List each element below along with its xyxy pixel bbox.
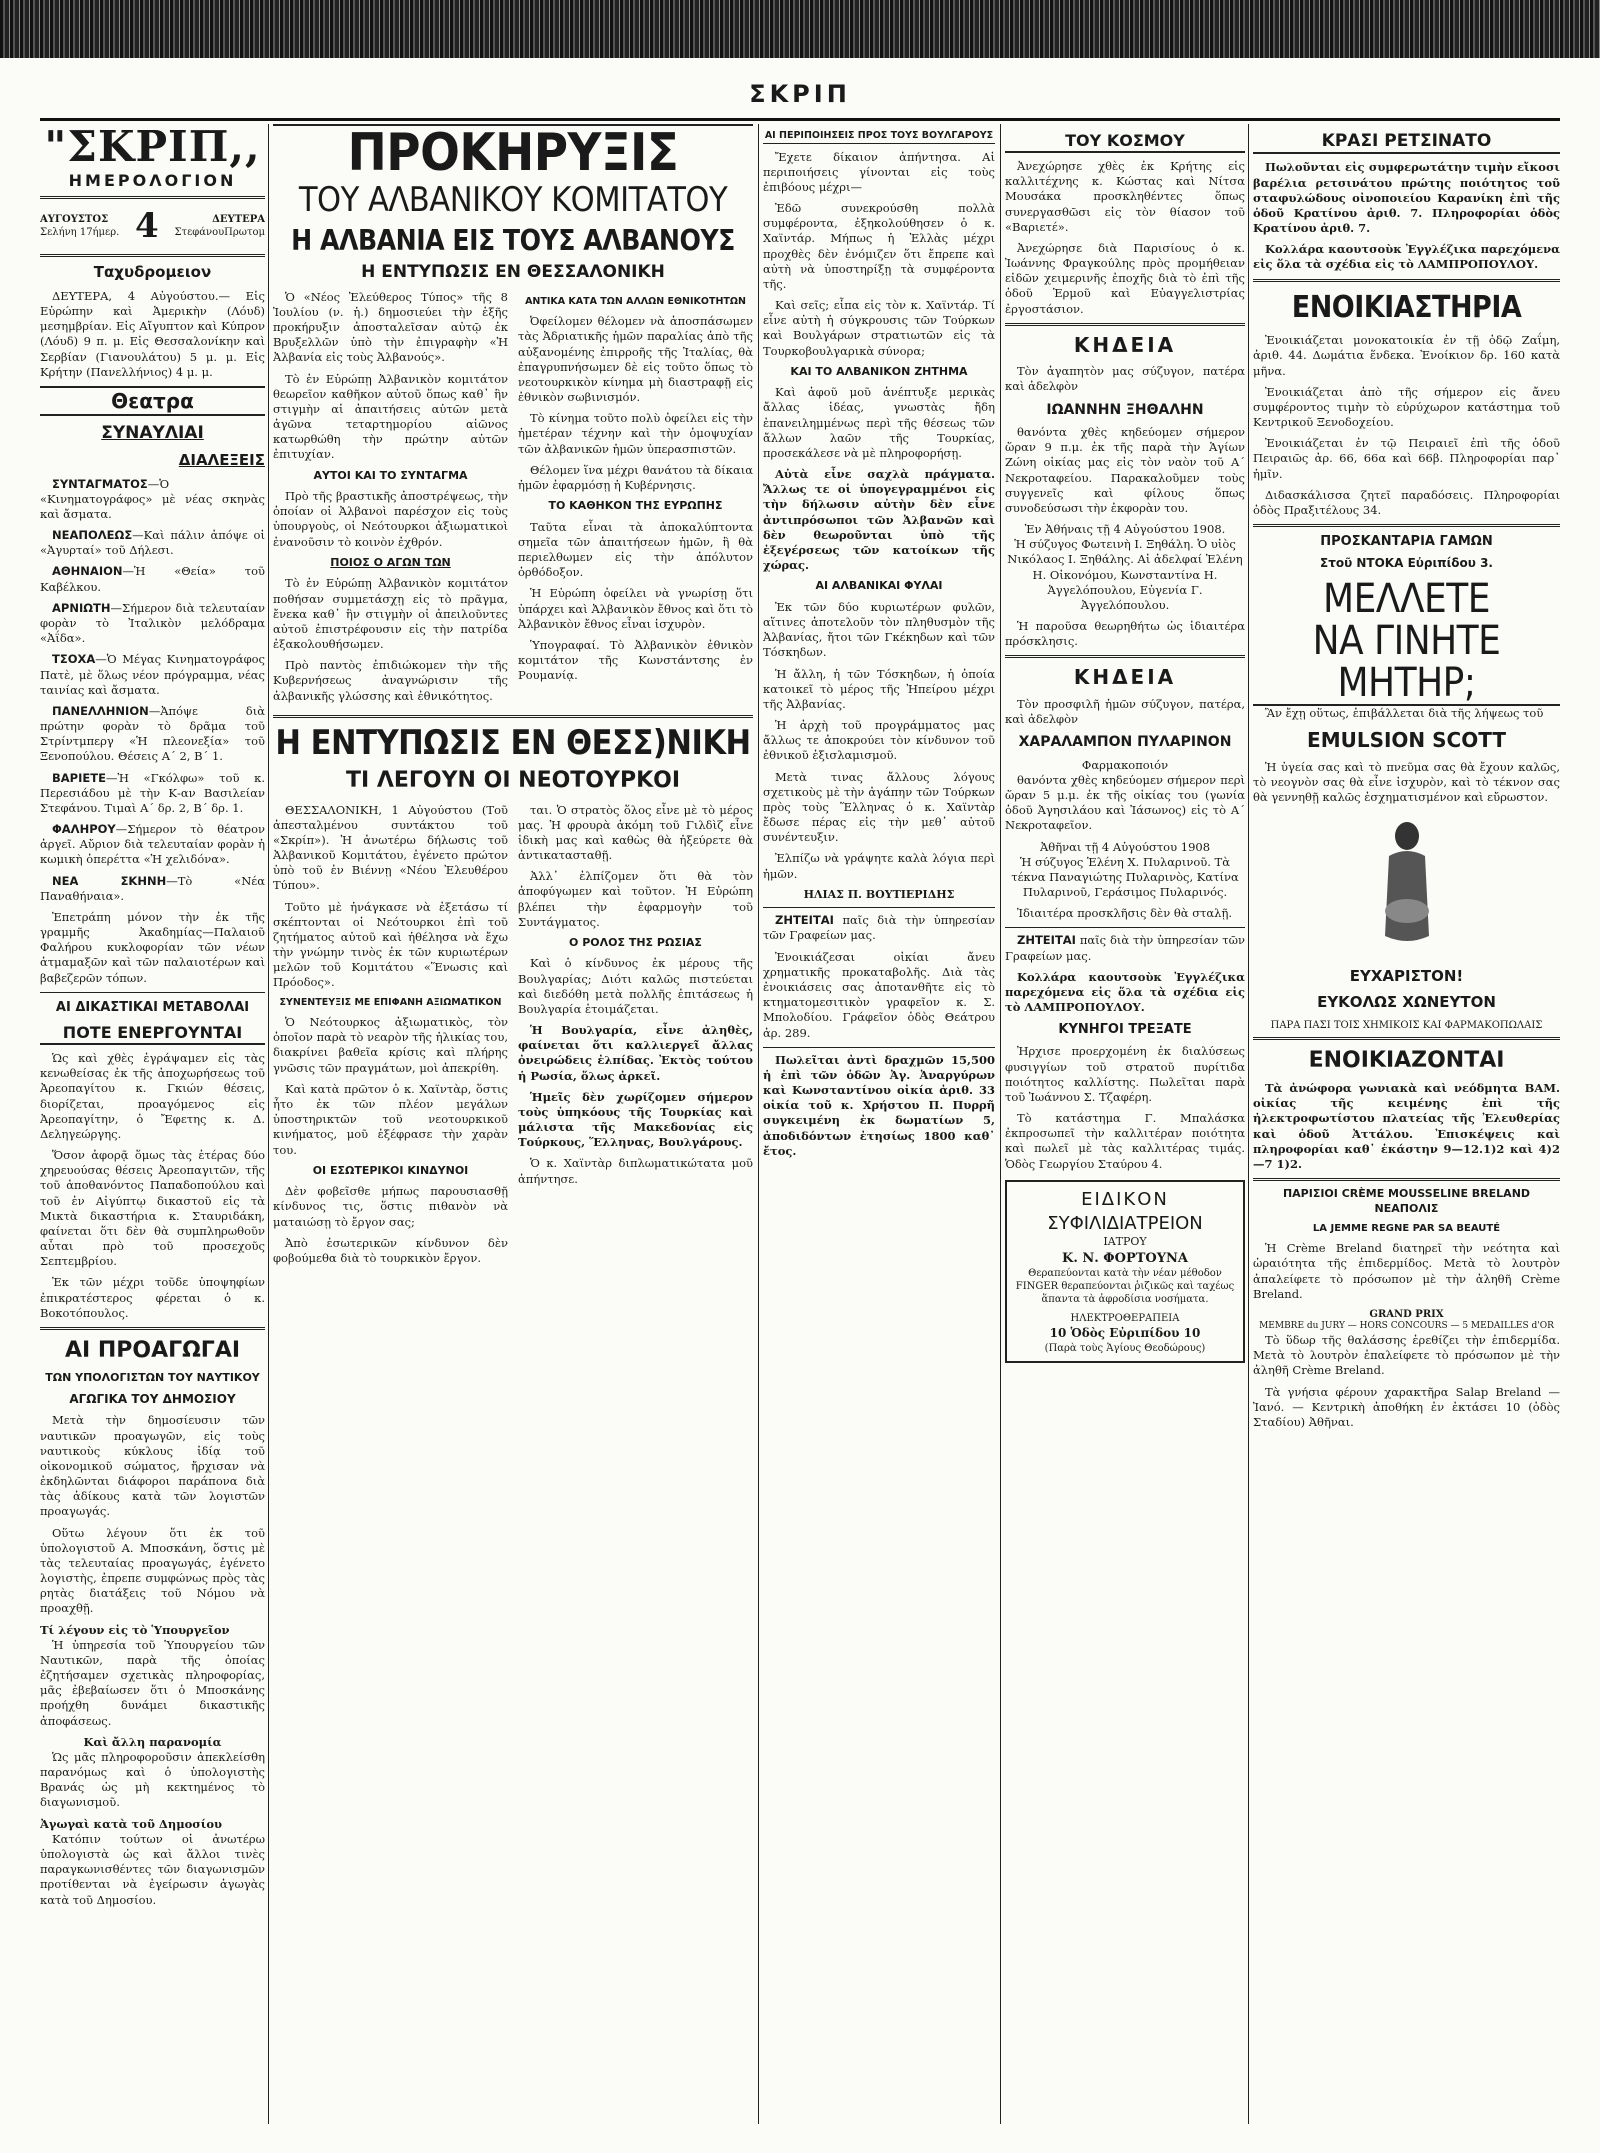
funeral-text: θανόντα χθὲς κηδεύομεν σήμερον ὥραν 9 π.μ. ἐκ τῆς παρὰ τὴν Ἁγίων Ζώνη οἰκίας μας εἰς τὸν ναὸν τοῦ Α΄ Νεκροταφείου. Παρακαλοῦμεν τοὺς συγγενεῖς καὶ φίλους ὅπως συνοδεύσωσι τὴν ἐκφορὰν του. bbox=[1005, 425, 1245, 515]
interview-title: Η ΕΝΤΥΠΩΣΙΣ ΕΝ ΘΕΣΣ)ΝΙΚΗ bbox=[275, 722, 751, 763]
divider bbox=[40, 1327, 265, 1330]
divider bbox=[1005, 927, 1245, 928]
classified-ad: Ἐνοικιάζεται ἐν τῷ Πειραιεῖ ἐπὶ τῆς ὁδοῦ Πειραιῶς ἀρ. 66, 66α καὶ 66β. Πληροφορίαι παρ᾽ ἡμῖν. bbox=[1253, 436, 1560, 481]
divider bbox=[40, 992, 265, 993]
classified-ad: Κολλάρα καουτσοὺκ Ἐγγλέζικα παρεχόμενα εἰς ὅλα τὰ σχέδια εἰς τὸ ΛΑΜΠΡΟΠΟΥΛΟΥ. bbox=[1005, 969, 1245, 1015]
weekday: ΔΕΥΤΕΡΑ bbox=[212, 214, 265, 226]
proclamation-title: ΠΡΟΚΗΡΥΞΙΣ bbox=[273, 124, 753, 181]
article-subheading: ΠΟΤΕ ΕΝΕΡΓΟΥΝΤΑΙ bbox=[40, 1022, 265, 1045]
article-paragraph: Κατόπιν τούτων οἱ ἀνωτέρω ὑπολογιστὰ ὡς καὶ ἄλλοι τινὲς παραγκωνισθέντες τῶν διαγωνισμῶν προτίθενται νὰ ἐγείρωσιν ἀγωγὰς κατὰ τοῦ Δημοσίου. bbox=[40, 1831, 265, 1907]
article-paragraph: Τοῦτο μὲ ἠνάγκασε νὰ ἐξετάσω τί σκέπτονται οἱ Νεότουρκοι ἐπὶ τοῦ ζητήματος αὐτοῦ καὶ ἠθέλησα νὰ ἔχω τὴν γνώμην τινὸς ἐκ τῶν κυριωτέρων μελῶν τοῦ Κομιτάτου «Ἕνωσις καὶ Πρόοδος». bbox=[273, 899, 508, 990]
funeral-heading: ΚΗΔΕΙΑ bbox=[1073, 332, 1177, 357]
divider bbox=[1253, 524, 1560, 527]
clinic-ad-box bbox=[1005, 1180, 1245, 1363]
article-paragraph: ΘΕΣΣΑΛΟΝΙΚΗ, 1 Αὐγούστου (Τοῦ ἀπεσταλμένου συντάκτου τοῦ «Σκρίπ»). Ἡ ἀνωτέρω δήλωσις τοῦ Ἀλβανικοῦ Κομιτάτου, ἐγένετο πρώτον ὑπὸ τοῦ ἐν Βιέννῃ «Νέου Ἐλευθέρου Τύπου». bbox=[273, 802, 508, 893]
subcolumn-right bbox=[518, 290, 753, 710]
masthead: ΣΚΡΙΠ bbox=[749, 80, 851, 108]
clinic-service: ΗΛΕΚΤΡΟΘΕΡΑΠΕΙΑ bbox=[1070, 1313, 1180, 1325]
article-subheading: ΣΥΝΕΝΤΕΥΞΙΣ ΜΕ ΕΠΙΦΑΝΗ ΑΞΙΩΜΑΤΙΚΟΝ bbox=[279, 996, 502, 1008]
moon-phase: Σελήνη 17ήμερ. bbox=[40, 226, 120, 238]
classified-ad: Κολλάρα καουτσοὺκ Ἐγγλέζικα παρεχόμενα εἰς ὅλα τὰ σχέδια εἰς τὸ ΛΑΜΠΡΟΠΟΥΛΟΥ. bbox=[1253, 242, 1560, 272]
two-column-block bbox=[273, 290, 753, 710]
interview-subtitle: ΤΙ ΛΕΓΟΥΝ ΟΙ ΝΕΟΤΟΥΡΚΟΙ bbox=[345, 767, 681, 793]
scan-top-edge bbox=[0, 0, 1600, 58]
funeral-text: Τὸν προσφιλῆ ἡμῶν σύζυγον, πατέρα, καὶ ἀδελφὸν bbox=[1005, 696, 1245, 726]
date-box bbox=[40, 204, 265, 249]
article-paragraph: Ἔχετε δίκαιον ἀπήντησα. Αἱ περιποιήσεις γίνονται εἰς τοὺς ἐπιβόους μέχρι— bbox=[763, 149, 995, 194]
article-paragraph: Τὸ κίνημα τοῦτο πολὺ ὀφείλει εἰς τὴν ἡμετέραν τέχνην καὶ τὴν ὁμοψυχίαν τῶν ἀλβανικῶν ἡμῶν ὑπερασπιστῶν. bbox=[518, 411, 753, 456]
article-inline-heading: Ἀγωγαὶ κατὰ τοῦ Δημοσίου bbox=[40, 1816, 222, 1831]
classified-ad: Πωλεῖται ἀντὶ δραχμῶν 15,500 ἡ ἐπὶ τῶν ὁδῶν Ἀγ. Ἀναργύρων καὶ Κωνσταντίνου οἰκία ἀριθ. 33 οἰκία τοῦ κ. Χρήστου Π. Πυρρῆ συγκειμένη ἐκ δωματίων 5, ἀποδιδόντων ἐτησίως 1800 καθ᾽ ἔτος. bbox=[763, 1052, 995, 1158]
article-subheading: ΑΝΤΙΚΑ ΚΑΤΑ ΤΩΝ ΑΛΛΩΝ ΕΘΝΙΚΟΤΗΤΩΝ bbox=[525, 295, 746, 307]
society-paragraph: Ἀνεχώρησε χθὲς ἐκ Κρήτης εἰς καλλιτέχνης κ. Κώστας καὶ Νίτσα Μουσάκα προσκληθέντες ὅπως συνεργασθῶσι εἰς τὸν θίασον τοῦ «Βαριετέ». bbox=[1005, 159, 1245, 234]
classified-ad: Τὸ κατάστημα Γ. Μπαλάσκα ἐκπροσωπεῖ τὴν καλλιτέραν ποιότητα καὶ πωλεῖ μὲ τὰς καλλιτέρας τιμάς. Ὁδὸς Γεωργίου Σταύρου 4. bbox=[1005, 1111, 1245, 1171]
divider bbox=[1253, 1037, 1560, 1040]
article-paragraph: Ἡ Βουλγαρία, εἶνε ἀληθὲς, φαίνεται ὅτι καλλιεργεῖ ἄλλας ὀνειρώδεις ἐλπίδας. Ἐκτὸς τούτου ἡ Ρωσία, ὅλως ἀρκεῖ. bbox=[518, 1023, 753, 1083]
column-divider bbox=[758, 124, 759, 2124]
article-paragraph: Θέλομεν ἵνα μέχρι θανάτου τὰ δίκαια ἡμῶν ἐφαρμόσῃ ἡ Κυβέρνησις. bbox=[518, 462, 753, 492]
classified-ad: Τὰ ἀνώφορα γωνιακὰ καὶ νεόδμητα ΒΑΜ. οἰκίας τῆς κειμένης ἐπὶ τῆς ἠλεκτροφωτίστου πλατείας τῆς Ἐλευθερίας καὶ ὁδοῦ Ἀττάλου. Ἐπισκέψεις καὶ πληροφορίαι καθ᾽ ἑκάστην 9—12.1)2 καὶ 4)2—7 1)2. bbox=[1253, 1081, 1560, 1171]
ad-slogan: ΕΥΧΑΡΙΣΤΟΝ! bbox=[1349, 967, 1464, 986]
article-paragraph: Αὐτὰ εἶνε σαχλὰ πράγματα. Ἄλλως τε οἱ ὑπογεγραμμένοι εἰς τὴν δήλωσιν αὐτὴν δὲν εἶνε ἀντιπρόσωποι τῶν Ἀλβανῶν καὶ δὲν θεωροῦνται ὑπὸ τῆς ἐξεγέρσεως τῶν κατοίκων τῆς χώρας. bbox=[763, 467, 995, 573]
funeral-profession: Φαρμακοποιόν bbox=[1081, 757, 1169, 772]
article-subheading: ΑΙ ΠΕΡΙΠΟΙΗΣΕΙΣ ΠΡΟΣ ΤΟΥΣ ΒΟΥΛΓΑΡΟΥΣ bbox=[763, 130, 995, 144]
ad-headline: ΝΑ ΓΙΝΗΤΕ bbox=[1312, 618, 1501, 665]
article-heading: ΑΙ ΔΙΚΑΣΤΙΚΑΙ ΜΕΤΑΒΟΛΑΙ bbox=[55, 999, 250, 1015]
article-paragraph: Καὶ ὁ κίνδυνος ἐκ μέρους τῆς Βουλγαρίας; Διότι καλῶς πιστεύεται καὶ διεδόθη μετὰ πολλῆς ἐπιτάσεως ἡ Βουλγαρία ἑτοιμάζεται. bbox=[518, 956, 753, 1016]
divider bbox=[763, 907, 995, 908]
article-paragraph: Ἐδῶ συνεκρούσθη πολλὰ συμφέροντα, ἐξηκολούθησεν ὁ κ. Χαϊντάρ. Μήπως ἡ Ἑλλὰς μέχρι προχθὲς δὲν ἐνόμιζεν ὅτι ἔπρεπε καὶ αὐτὴ νὰ ὑποστηρίξῃ τὰ συμφέροντα τῆς. bbox=[763, 201, 995, 291]
article-subheading: Ο ΡΟΛΟΣ ΤΗΣ ΡΩΣΙΑΣ bbox=[569, 935, 702, 949]
classified-ad: Ἠρχισε προερχομένη ἐκ διαλύσεως φυσιγγίων τοῦ στρατοῦ πυρίτιδα ποιότητος καλλίστης. Πωλεῖται παρὰ τοῦ Ἰωάννου Σ. Τζαφέρη. bbox=[1005, 1044, 1245, 1104]
article-paragraph: Ἡ Εὐρώπη ὀφείλει νὰ γνωρίσῃ ὅτι ὑπάρχει καὶ Ἀλβανικὸν ἔθνος καὶ ὅτι τὸ Ἀλβανικὸν ἔθνος εἶναι ἰσχυρὸν. bbox=[518, 586, 753, 631]
article-subheading: ΠΟΙΟΣ Ο ΑΓΩΝ ΤΩΝ bbox=[330, 555, 451, 569]
rentals-heading-2: ΕΝΟΙΚΙΑΖΟΝΤΑΙ bbox=[1308, 1047, 1505, 1073]
divider bbox=[1253, 279, 1560, 282]
article-paragraph: Ἐλπίζω νὰ γράψητε καλὰ λόγια περὶ ἡμῶν. bbox=[763, 851, 995, 881]
article-paragraph: Ὁ Νεότουρκος ἀξιωματικὸς, τὸν ὁποῖον παρὰ τὸ νεαρὸν τῆς ἡλικίας του, διακρίνει βαθεῖα κρίσις καὶ πλήρης γνῶσις τῶν πραγμάτων, μοὶ ἀπεκρίθη. bbox=[273, 1015, 508, 1075]
column-divider bbox=[1000, 124, 1001, 2124]
divider bbox=[273, 715, 753, 718]
funeral-text: Τὸν ἀγαπητὸν μας σύζυγον, πατέρα καὶ ἀδελφὸν bbox=[1005, 364, 1245, 394]
article-subheading: ΟΙ ΕΣΩΤΕΡΙΚΟΙ ΚΙΝΔΥΝΟΙ bbox=[312, 1163, 469, 1177]
funeral-note: Ἰδιαιτέρα προσκλῆσις δὲν θὰ σταλῇ. bbox=[1017, 906, 1233, 921]
article-paragraph: Ἐκ τῶν δύο κυριωτέρων φυλῶν, αἵτινες ἀποτελοῦν τὸν πληθυσμὸν τῆς Ἀλβανίας, ἤτοι τῶν Γκέκηδων καὶ τῶν Τόσκηδων. bbox=[763, 599, 995, 660]
clinic-doctor-name: Κ. Ν. ΦΟΡΤΟΥΝΑ bbox=[1062, 1250, 1188, 1266]
divider bbox=[1005, 655, 1245, 658]
column-3 bbox=[763, 124, 995, 1165]
fisherman-illustration bbox=[1253, 811, 1560, 961]
byline: ΗΛΙΑΣ Π. ΒΟΥΤΙΕΡΙΔΗΣ bbox=[803, 887, 955, 901]
theatre-entry: ΑΘΗΝΑΙΟΝ—Ἡ «Θεία» τοῦ Καβέλκου. bbox=[40, 564, 265, 594]
theatre-entry: ΣΥΝΤΑΓΜΑΤΟΣ—Ὁ «Κινηματογράφος» μὲ νέας σκηνὰς καὶ ἄσματα. bbox=[40, 476, 265, 521]
month: ΑΥΓΟΥΣΤΟΣ bbox=[40, 214, 109, 226]
article-paragraph: Ὅσον ἀφορᾷ ὅμως τὰς ἑτέρας δύο χηρευούσας θέσεις Ἀρεοπαγιτῶν, τῆς τοῦ ἀποθανόντος Παπαδοπούλου καὶ τοῦ ἐν Αἰγύπτῳ δικαστοῦ εἰς τὰ Μικτὰ δικαστήρια κ. Σταυριδάκη, φαίνεται ὅτι δὲν θὰ συμπληρωθοῦν αὗται πρὸ τοῦ προσεχοῦς Σεπτεμβρίου. bbox=[40, 1148, 265, 1269]
article-paragraph: Καὶ κατὰ πρῶτον ὁ κ. Χαϊντὰρ, ὅστις ἦτο ἐκ τῶν πλέον μεγάλων ὑποστηρικτῶν τοῦ νεοτουρκικοῦ κινήματος, μοῦ ἐξέφρασε τὴν χαρὰν του. bbox=[273, 1081, 508, 1157]
ad-text: Τὰ γνήσια φέρουν χαρακτῆρα Salap Breland — Ἰανό. — Κεντρικὴ ἀποθήκη ἐν ἐκτάσει 10 (ὁδὸς Σταδίου) Ἀθῆναι. bbox=[1253, 1384, 1560, 1429]
article-subheading: ΤΩΝ ΥΠΟΛΟΓΙΣΤΩΝ ΤΟΥ ΝΑΥΤΙΚΟΥ bbox=[45, 1371, 260, 1384]
clinic-title-2: ΣΥΦΙΛΙΔΙΑΤΡΕΙΟΝ bbox=[1047, 1212, 1203, 1234]
ad-availability: ΠΑΡΑ ΠΑΣΙ ΤΟΙΣ ΧΗΜΙΚΟΙΣ ΚΑΙ ΦΑΡΜΑΚΟΠΩΛΑΙΣ bbox=[1270, 1019, 1543, 1031]
classified-ad: Διδασκάλισσα ζητεῖ παραδόσεις. Πληροφορίαι ὁδὸς Πραξιτέλους 34. bbox=[1253, 487, 1560, 517]
article-paragraph: Πρὸ τῆς βραστικῆς ἀποστρέψεως, τὴν ὁποίαν οἱ Ἀλβανοὶ παρέσχον εἰς τοὺς ὑπουργοὺς, οἱ Νεότουρκοι ἀξιωματικοὶ ἐνανοῦσιν τὸ κοινὸν ἐχθρόν. bbox=[273, 489, 508, 549]
theatres-heading: Θεατρα bbox=[40, 386, 265, 416]
funeral-date: Ἐν Ἀθήναις τῇ 4 Αὐγούστου 1908. bbox=[1024, 522, 1226, 537]
article-paragraph: Μετὰ τινας ἄλλους λόγους σχετικοὺς μὲ τὴν ἀγάπην τῶν Τούρκων πρὸς τοὺς Ἕλληνας ὁ κ. Χαϊντὰρ ἔδωσε πέρας εἰς τὴν μεθ᾽ αὐτοῦ συνέντευξιν. bbox=[763, 769, 995, 845]
proclamation-title-2: ΤΟΥ ΑΛΒΑΝΙΚΟΥ ΚΟΜΙΤΑΤΟΥ bbox=[298, 179, 728, 220]
article-heading: ΑΙ ΠΡΟΑΓΩΓΑΙ bbox=[64, 1337, 241, 1363]
theatre-entry: ΑΡΝΙΩΤΗ—Σήμερον διὰ τελευταίαν φορὰν τὸ Ἰταλικὸν μελόδραμα «Ἀΐδα». bbox=[40, 600, 265, 646]
theatre-entry: ΤΣΟΧΑ—Ὁ Μέγας Κινηματογράφος Πατὲ, μὲ ὅλως νέον πρόγραμμα, νέας ταινίας καὶ ἄσματα. bbox=[40, 652, 265, 697]
article-paragraph: Πρὸ παντὸς ἐπιδιώκομεν τὴν τῆς Κυβερνήσεως ἀναγνώρισιν τῆς ἀλβανικῆς γλώσσης καὶ ἐθνικότητος. bbox=[273, 658, 508, 703]
article-paragraph: Μετὰ τὴν δημοσίευσιν τῶν ναυτικῶν προαγωγῶν, εἰς τοὺς ναυτικοὺς κύκλους ἰδίᾳ τοῦ οἰκονομικοῦ σώματος, ἤρχισαν νὰ ἐκδηλῶνται διάφοροι παράπονα διὰ τὰς ἀδίκους κατὰ τῶν λογιστῶν προαγωγάς. bbox=[40, 1413, 265, 1519]
column-2 bbox=[273, 124, 753, 1272]
divider bbox=[1253, 1178, 1560, 1181]
wedding-address: Στοῦ ΝΤΟΚΑ Εὐριπίδου 3. bbox=[1320, 556, 1493, 571]
subcolumn-left bbox=[273, 290, 508, 710]
proclamation-title-3: Η ΑΛΒΑΝΙΑ ΕΙΣ ΤΟΥΣ ΑΛΒΑΝΟΥΣ bbox=[291, 223, 735, 257]
subcolumn-right bbox=[518, 803, 753, 1273]
wedding-heading: ΠΡΟΣΚΑΝΤΑΡΙΑ ΓΑΜΩΝ bbox=[1320, 534, 1493, 550]
article-paragraph: Ἐκ τῶν μέχρι τοῦδε ὑποψηφίων ἐπικρατέστερος φέρεται ὁ κ. Βοκοτόπουλος. bbox=[40, 1275, 265, 1320]
medal-label: GRAND PRIX bbox=[1369, 1308, 1444, 1320]
medal-text: MEMBRE du JURY — HORS CONCOURS — 5 MEDAILLES d'OR bbox=[1259, 1321, 1554, 1332]
article-subheading: ΤΟ ΚΑΘΗΚΟΝ ΤΗΣ ΕΥΡΩΠΗΣ bbox=[548, 499, 723, 513]
article-subheading: ΑΥΤΟΙ ΚΑΙ ΤΟ ΣΥΝΤΑΓΜΑ bbox=[313, 468, 468, 482]
theatre-entry: ΦΑΛΗΡΟΥ—Σήμερον τὸ θέατρον ἀργεῖ. Αὔριον διὰ τελευταίαν φορὰν ἡ κωμικὴ ὀπερέττα «Ἡ χελιδόνα». bbox=[40, 822, 265, 867]
funeral-family: Ἡ σύζυγος Φωτεινὴ Ι. Ξηθάλη. Ὁ υἱὸς Νικόλαος Ι. Ξηθάλης. Αἱ ἀδελφαί Ἑλένη Η. Οἰκονόμου, Κωνσταντίνα Η. Ἀγγελόπουλου, Εὐγενία Γ. Ἀγγελόπουλου. bbox=[1007, 537, 1243, 612]
society-paragraph: Ἀνεχώρησε διὰ Παρισίους ὁ κ. Ἰωάννης Φραγκούλης πρὸς προμήθειαν εἰδῶν χειμερινῆς ἐποχῆς διὰ τὸ ἐπὶ τῆς ὁδοῦ Ἑρμοῦ καὶ Εὐαγγελιστρίας ἐργοστάσιον. bbox=[1005, 240, 1245, 316]
ad-slogan: ΕΥΚΟΛΩΣ ΧΩΝΕΥΤΟΝ bbox=[1317, 992, 1496, 1011]
classified-ad: ΖΗΤΕΙΤΑΙ παῖς διὰ τὴν ὑπηρεσίαν τῶν Γραφείων μας. bbox=[763, 913, 995, 943]
post-text: ΔΕΥΤΕΡΑ, 4 Αὐγούστου.— Εἰς Εὐρώπην καὶ Ἀμερικὴν (Λόυδ) μεσημβρίαν. Εἰς Αἴγυπτον καὶ Κύπρον (Λόυδ) 9 π. μ. Εἰς Θεσσαλονίκην καὶ Σερβίαν (Γιανουλάτου) 5 μ. μ. Εἰς Κρήτην (Πανελλήνιος) 4 μ. μ. bbox=[40, 288, 265, 379]
fisherman-icon bbox=[1367, 816, 1447, 956]
article-paragraph: Καὶ ἀφοῦ μοῦ ἀνέπτυξε μερικὰς ἄλλας ἰδέας, γνωστὰς ἤδη ἐπανειλημμένως περὶ τῆς θέσεως τῶν ἄλλων λαῶν τῆς Τουρκίας, προσεκάλεσε νὰ μὲ πληροφορήσῃ. bbox=[763, 385, 995, 460]
subcolumn-left bbox=[273, 803, 508, 1273]
article-inline-heading: Τί λέγουν εἰς τὸ Ὑπουργεῖον bbox=[40, 1622, 230, 1637]
ad-text: Ἡ Crème Breland διατηρεῖ τὴν νεότητα καὶ ὡραιότητα τῆς ἐπιδερμίδος. Μετὰ τὸ λουτρὸν ἀπαλείφετε τὸ πρόσωπον μὲ τὴν ἀληθῆ Crème Breland. bbox=[1253, 1241, 1560, 1301]
funeral-name: ΙΩΑΝΝΗΝ ΞΗΘΑΛΗΝ bbox=[1046, 401, 1204, 418]
clinic-title: ΕΙΔΙΚΟΝ bbox=[1081, 1188, 1169, 1210]
article-paragraph: Ἡ ἄλλη, ἡ τῶν Τόσκηδων, ἡ ὁποία κατοικεῖ τὸ μέρος τῆς Ἠπείρου μέχρι τῆς Ἀλβανίας. bbox=[763, 666, 995, 711]
article-paragraph: Ὁ «Νέος Ἐλεύθερος Τύπος» τῆς 8 Ἰουλίου (ν. ἡ.) δημοσιεύει τὴν ἑξῆς προκήρυξιν ἀποσταλεῖσαν αὐτῷ ἐκ Βρυξελλῶν ὑπὸ τὴν ἐπιγραφὴν «Ἡ Ἀλβανία εἰς τοὺς Ἀλβανούς». bbox=[273, 289, 508, 365]
column-divider bbox=[268, 124, 269, 2124]
classified-ad: Ἐνοικιάζεσαι οἰκίαι ἄνευ χρηματικῆς προκαταβολῆς. Διὰ τὰς ἐνοικιάσεις σας ἀποτανθῆτε εἰς τὸ κτηματομεσιτικὸν γραφεῖον κ. Σ. Μπολοδίου. Γράφεῖον ὁδὸς Θεάτρου ἀρ. 289. bbox=[763, 949, 995, 1040]
day-number: 4 bbox=[135, 206, 159, 247]
funeral-date: Ἀθῆναι τῇ 4 Αὐγούστου 1908 bbox=[1039, 839, 1211, 854]
ad-text: Ἡ ὑγεία σας καὶ τὸ πνεῦμα σας θὰ ἔχουν καλῶς, τὸ νεογνὸν σας θὰ εἶνε ἰσχυρὸν, καὶ τὸ τέκνον σας θὰ γεννηθῇ καλῶς ἐσχηματισμένον καὶ εὔρωστον. bbox=[1253, 759, 1560, 805]
proclamation-subtitle: Η ΕΝΤΥΠΩΣΙΣ ΕΝ ΘΕΣΣΑΛΟΝΙΚΗ bbox=[361, 262, 665, 283]
ad-text: Τὸ ὕδωρ τῆς θαλάσσης ἐρεθίζει τὴν ἐπιδερμίδα. Μετὰ τὸ λουτρὸν ἐπαλείφετε τὸ πρόσωπον μὲ τὴν ἀληθῆ Crème Breland. bbox=[1253, 1333, 1560, 1378]
article-paragraph: Ὡς μᾶς πληροφοροῦσιν ἀπεκλείσθη παρανόμως καὶ ὁ ὑπολογιστὴς Βρανάς ὡς μὴ κεκτημένος τὸ διαγωνισμοῦ. bbox=[40, 1749, 265, 1810]
ad-headline: ΜΗΤΗΡ; bbox=[1253, 662, 1560, 706]
article-paragraph: Ὁ κ. Χαϊντὰρ διπλωματικώτατα μοῦ ἀπήντησε. bbox=[518, 1156, 753, 1186]
two-column-block bbox=[273, 803, 753, 1273]
column-4 bbox=[1005, 124, 1245, 1371]
article-paragraph: Ὡς καὶ χθὲς ἐγράψαμεν εἰς τὰς κενωθείσας ἐκ τῆς ἀποχωρήσεως τοῦ Ἀρεοπαγίτου κ. Γκιών θέσεις, διορίζεται, προαγόμενος εἰς Ἀρεοπαγίτην, ὁ Ἔφετης κ. Δ. Δεληγεώργης. bbox=[40, 1051, 265, 1141]
theatre-note: Ἐπετράπη μόνον τὴν ἐκ τῆς γραμμῆς Ἀκαδημίας—Παλαιοῦ Φαλήρου κυκλοφορίαν τῶν νέων ἀτμαμαξῶν καὶ τῶν παλαιοτέρων καὶ βαβεζερῶν τόπων. bbox=[40, 909, 265, 985]
article-paragraph: Οὕτω λέγουν ὅτι ἐκ τοῦ ὑπολογιστοῦ Α. Μποσκάνη, ὅστις μὲ τὰς τελευταίας προαγωγάς, ἐγένετο λογιστὴς, ἐπρεπε συμφώνως πρὸς τὰς ρητὰς διατάξεις τοῦ Νόμου νὰ προαχθῇ. bbox=[40, 1525, 265, 1616]
theatre-entry: ΠΑΝΕΛΛΗΝΙΟΝ—Ἀπόψε διὰ πρώτην φορὰν τὸ δρᾶμα τοῦ Στρίντμπεργ «Ἡ πλεονεξία» τοῦ Ξενοπούλου. Θέσεις Α΄ 2, Β΄ 1. bbox=[40, 703, 265, 764]
divider bbox=[763, 1047, 995, 1048]
cream-ad-slogan: LA JEMME REGNE PAR SA BEAUTÉ bbox=[1312, 1223, 1501, 1235]
masthead-rule bbox=[40, 118, 1560, 121]
cream-ad-heading: ΠΑΡΙΣΙΟΙ CRÈME MOUSSELINE BRELAND ΝΕΑΠΟΛΙΣ bbox=[1282, 1187, 1531, 1215]
clinic-address-note: (Παρὰ τοὺς Ἁγίους Θεοδώρους) bbox=[1044, 1342, 1206, 1354]
divider bbox=[40, 254, 265, 257]
society-heading: ΤΟΥ ΚΟΣΜΟΥ bbox=[1005, 130, 1245, 153]
classified-ad: Ἐνοικιάζεται ἀπὸ τῆς σήμερον εἰς ἄνευ συμφέροντος τιμὴν τὸ εὐρύχωρον κατάστημα τοῦ Κεντρικοῦ Ξενοδοχείου. bbox=[1253, 384, 1560, 430]
article-paragraph: Ὀφείλομεν θέλομεν νὰ ἀποσπάσωμεν τὰς Ἀδριατικῆς ἡμῶν παραλίας ἀπὸ τῆς αὐξανομένης ἐπιρροῆς τῆς Ἰταλίας, θὰ ἐπαγρυπνήσωμεν δὲ εἰς τοῦτο ὅπως τὸ νεοτουρκικὸν κίνημα μὴ διαστραφῇ εἰς ἐθνικὸν σωβινισμόν. bbox=[518, 314, 753, 405]
funeral-name: ΧΑΡΑΛΑΜΠΟΝ ΠΥΛΑΡΙΝΟΝ bbox=[1018, 734, 1232, 751]
article-paragraph: Ὑπογραφαί. Τὸ Ἀλβανικὸν ἐθνικὸν κομιτάτον τῆς Κωνστάντσης ἐν Ρουμανίᾳ. bbox=[518, 637, 753, 683]
clinic-text: Θεραπεύονται κατὰ τὴν νέαν μέθοδον FINGER θεραπεύονται ῥιζικῶς καὶ ταχέως ἅπαντα τὰ ἀφροδίσια νοσήματα. bbox=[1015, 1267, 1235, 1306]
article-paragraph: Δὲν φοβεῖσθε μήπως παρουσιασθῇ κίνδυνος τις, ὅστις πιθανὸν νὰ ματαιώσῃ τὸ ἔργον σας; bbox=[273, 1184, 508, 1229]
classified-ad: ΖΗΤΕΙΤΑΙ παῖς διὰ τὴν ὑπηρεσίαν τῶν Γραφείων μας. bbox=[1005, 933, 1245, 963]
article-subheading: ΑΙ ΑΛΒΑΝΙΚΑΙ ΦΥΛΑΙ bbox=[815, 579, 943, 593]
article-subheading: ΑΓΩΓΙΚΑ ΤΟΥ ΔΗΜΟΣΙΟΥ bbox=[69, 1391, 236, 1406]
article-subheading: ΚΑΙ ΤΟ ΑΛΒΑΝΙΚΟΝ ΖΗΤΗΜΑ bbox=[790, 364, 968, 378]
calendar-logo: "ΣΚΡΙΠ,, bbox=[44, 124, 261, 171]
divider bbox=[40, 196, 265, 199]
product-name: EMULSION SCOTT bbox=[1307, 728, 1506, 753]
concerts-heading: ΣΥΝΑΥΛΙΑΙ bbox=[101, 423, 204, 444]
article-paragraph: Τὸ ἐν Εὐρώπῃ Ἀλβανικὸν κομιτάτον ποθήσαν συμμετάσχῃ εἰς τὸ πρᾶγμα, ἔνεκα καθ᾽ ἣν στιγμὴν οἱ ἀπειλοῦντες αὐτοῦ ἐπιστρέφουσιν εἰς τὴν πατρίδα ἐξακολουθήσωμεν. bbox=[273, 576, 508, 652]
article-paragraph: Ἀλλ᾽ ἐλπίζομεν ὅτι θὰ τὸν ἀποφύγωμεν καὶ τοῦτον. Ἡ Εὐρώπη βλέπει τὴν ἐφαρμογὴν τοῦ Συντάγματος. bbox=[518, 869, 753, 929]
wine-heading: ΚΡΑΣΙ ΡΕΤΣΙΝΑΤΟ bbox=[1253, 130, 1560, 154]
classified-ad: Ἐνοικιάζεται μονοκατοικία ἐν τῇ ὁδῷ Ζαΐμη, ἀριθ. 44. Δωμάτια ἕνδεκα. Ἐνοίκιον δρ. 160 κατὰ μῆνα. bbox=[1253, 333, 1560, 378]
clinic-doctor-label: ΙΑΤΡΟΥ bbox=[1103, 1235, 1147, 1249]
article-inline-heading: Καὶ ἄλλη παρανομία bbox=[83, 1734, 222, 1749]
article-paragraph: Ἀπὸ ἐσωτερικῶν κίνδυνον δὲν φοβούμεθα διὰ τὸ τουρκικὸν ἔργον. bbox=[273, 1235, 508, 1265]
ad-text: Ἂν ἔχῃ οὕτως, ἐπιβάλλεται διὰ τῆς λήψεως τοῦ bbox=[1265, 706, 1544, 721]
rentals-heading: ΕΝΟΙΚΙΑΣΤΗΡΙΑ bbox=[1291, 289, 1522, 325]
saint-day: ΣτεφάνουΠρωτομ bbox=[174, 226, 265, 238]
ad-headline: ΜΕΛΛΕΤΕ bbox=[1323, 576, 1490, 623]
ad-heading: ΚΥΝΗΓΟΙ ΤΡΕΞΑΤΕ bbox=[1058, 1022, 1192, 1038]
funeral-text: θανόντα χθὲς κηδεύομεν σήμερον περὶ ὥραν 5 μ.μ. ἐκ τῆς οἰκίας του (γωνία ὁδοῦ Ἀγησιλάου καὶ Ἰάσωνος) εἰς τὸ Α΄ Νεκροταφεῖον. bbox=[1005, 772, 1245, 833]
article-paragraph: Καὶ σεῖς; εἶπα εἰς τὸν κ. Χαϊντάρ. Τί εἶνε αὐτὴ ἡ σύγκρουσις τῶν Τούρκων καὶ Βουλγάρων στρατιωτῶν εἰς τὰ Τουρκοβουλγαρικὰ σύνορα; bbox=[763, 298, 995, 358]
theatre-entry: ΝΕΑΠΟΛΕΩΣ—Καὶ πάλιν ἀπόψε οἱ «Ἀγυρταί» τοῦ Δήλεσι. bbox=[40, 528, 265, 558]
article-paragraph: Ἡ ὑπηρεσία τοῦ Ὑπουργείου τῶν Ναυτικῶν, παρὰ τῆς ὁποίας ἐζητήσαμεν σχετικὰς πληροφορίας, μᾶς ἐβεβαίωσεν ὅτι ὁ Μποσκάνης προήχθη δυνάμει δικαστικῆς ἀποφάσεως. bbox=[40, 1637, 265, 1728]
classified-ad: Πωλοῦνται εἰς συμφερωτάτην τιμὴν εἴκοσι βαρέλια ρετσινάτου πρώτης ποιότητος τοῦ σταφυλώδους οἰνοποιείου Καρανίκη ἐπὶ τῆς ὁδοῦ Κρατίνου ἀριθ. 7. Πληροφορίαι ὁδὸς Κρατίνου ἀριθ. 7. bbox=[1253, 160, 1560, 236]
column-5 bbox=[1253, 124, 1560, 1436]
post-heading: Ταχυδρομειον bbox=[93, 263, 212, 282]
article-paragraph: Ἡ ἀρχὴ τοῦ προγράμματος μας ἄλλως τε ἀποκρούει τὸν κίνδυνον τοῦ ἐθνικοῦ ἐξισλαμισμοῦ. bbox=[763, 718, 995, 763]
clinic-address: 10 Ὁδὸς Εὐριπίδου 10 bbox=[1049, 1325, 1201, 1340]
article-paragraph: Ταῦτα εἶναι τὰ ἀποκαλύπτοντα σημεῖα τῶν ἀπαιτήσεων ἡμῶν, ἢ θὰ περιελθωμεν εἰς τὴν ἀπόλυτον ὀρθόδοξον. bbox=[518, 519, 753, 580]
article-paragraph: Τὸ ἐν Εὐρώπῃ Ἀλβανικὸν κομιτάτον θεωρεῖον καθῆκον αὐτοῦ ὅπως καθ᾽ ἣν στιγμὴν αἱ ἀπαιτήσεις αὐτῶν μετὰ ἀγῶνα τεταρτημορίου αἰῶνος κατωρθώθη τὴν πρώτην αὐτῶν ἐπιτυχίαν. bbox=[273, 371, 508, 462]
article-paragraph: ται. Ὁ στρατὸς ὅλος εἶνε μὲ τὸ μέρος μας. Ἡ φρουρὰ ἀκόμη τοῦ Γιλδὶζ εἶνε ἰδικὴ μας καὶ καθὼς θὰ ἠξεύρετε θὰ ἀντικατασταθῇ. bbox=[518, 802, 753, 863]
funeral-family: Ἡ σύζυγος Ἑλένη Χ. Πυλαρινοῦ. Τὰ τέκνα Παναγιώτης Πυλαρινὸς, Κατίνα Πυλαρινοῦ, Γεράσιμος Πυλαρινός. bbox=[1011, 854, 1239, 900]
divider bbox=[1005, 323, 1245, 326]
theatre-entry: ΒΑΡΙΕΤΕ—Ἡ «Γκόλφω» τοῦ κ. Περεσιάδου μὲ τὴν Κ-αν Βασιλείαν Στεφάνου. Τιμαὶ Α΄ δρ. 2, Β΄ δρ. 1. bbox=[40, 770, 265, 815]
funeral-heading: ΚΗΔΕΙΑ bbox=[1073, 665, 1177, 690]
funeral-note: Ἡ παροῦσα θεωρηθήτω ὡς ἰδιαιτέρα πρόσκλησις. bbox=[1005, 619, 1245, 649]
calendar-title: ΗΜΕΡΟΛΟΓΙΟΝ bbox=[68, 171, 237, 191]
article-paragraph: Ἡμεῖς δὲν χωρίζομεν σήμερον τοὺς ὑπηκόους τῆς Τουρκίας καὶ μάλιστα τῆς Μακεδονίας εἰς Τούρκους, Ἕλληνας, Βουλγάρους. bbox=[518, 1089, 753, 1150]
lectures-heading: ΔΙΑΛΕΞΕΙΣ bbox=[178, 450, 265, 469]
theatre-entry: ΝΕΑ ΣΚΗΝΗ—Τὸ «Νέα Παναθήναια». bbox=[40, 873, 265, 903]
column-1 bbox=[40, 124, 265, 1914]
column-divider bbox=[1248, 124, 1249, 2124]
